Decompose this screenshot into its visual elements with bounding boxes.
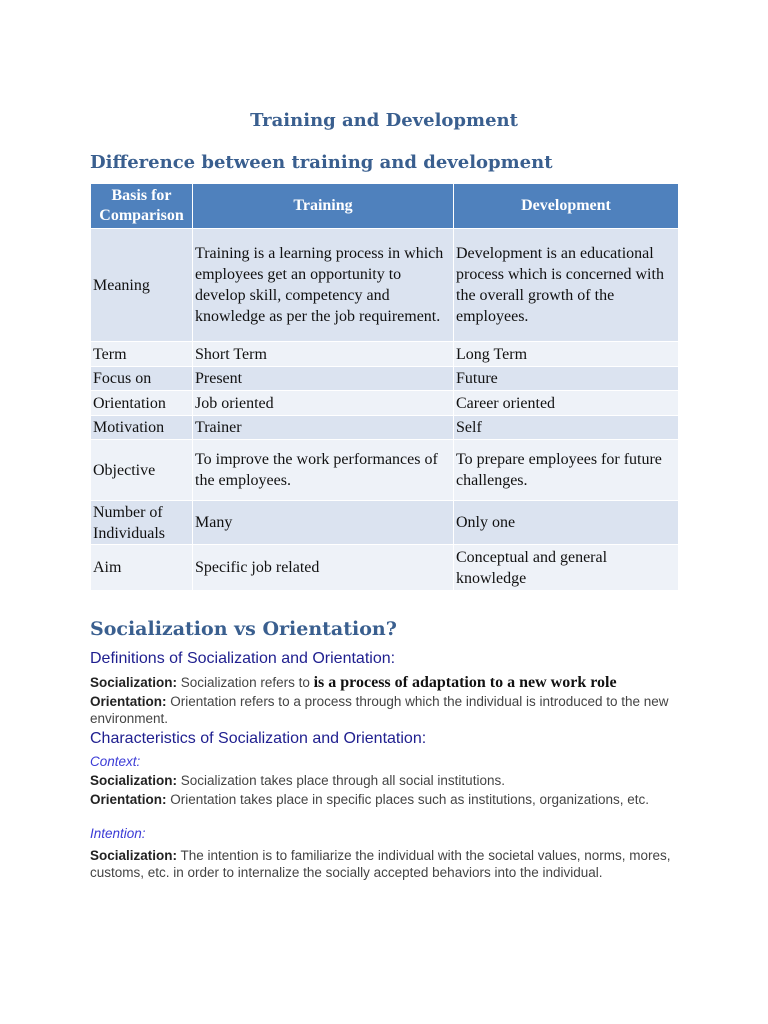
orientation-label: Orientation: [90,792,167,807]
table-cell: Future [454,367,679,391]
table-cell: Trainer [193,416,454,440]
definition-orientation [90,693,680,727]
table-cell: To improve the work performances of the employees. [193,440,454,501]
table-row [91,501,679,545]
table-row [91,440,679,501]
intention-socialization-text: The intention is to familiarize the individual with the societal values, norms, mores, customs, etc. in order to internalize the socially accepted behaviors into the individual. [90,848,671,880]
context-label: Context: [90,754,141,769]
table-cell: Only one [454,501,679,545]
orientation-label: Orientation: [90,694,167,709]
definition-socialization [90,674,680,691]
context-socialization-text: Socialization takes place through all social institutions. [180,773,505,788]
characteristics-heading: Characteristics of Socialization and Orientation: [90,730,427,747]
table-cell: Number of Individuals [91,501,193,545]
table-cell: Specific job related [193,545,454,591]
table-row [91,416,679,440]
socialization-definition-text: Socialization refers to [180,675,310,690]
table-cell: Objective [91,440,193,501]
table-row [91,391,679,416]
table-row [91,229,679,342]
table-row [91,342,679,367]
header-basis: Basis for Comparison [91,184,193,229]
socialization-label: Socialization: [90,773,178,788]
table-cell: Orientation [91,391,193,416]
intention-label: Intention: [90,826,146,841]
table-cell: Long Term [454,342,679,367]
table-cell: Job oriented [193,391,454,416]
table-cell: Training is a learning process in which employees get an opportunity to develop skill, competency and knowledge as per the job requirement. [193,229,454,342]
socialization-heading: Socialization vs Orientation? [90,618,397,640]
header-development: Development [454,184,679,229]
header-training: Training [193,184,454,229]
table-cell: Development is an educational process which is concerned with the overall growth of the employees. [454,229,679,342]
table-cell: To prepare employees for future challenges. [454,440,679,501]
table-cell: Meaning [91,229,193,342]
table-cell: Term [91,342,193,367]
table-cell: Many [193,501,454,545]
table-cell: Short Term [193,342,454,367]
socialization-label: Socialization: [90,675,178,690]
table-cell: Present [193,367,454,391]
context-socialization [90,772,680,789]
table-row [91,545,679,591]
table-cell: Self [454,416,679,440]
context-orientation-text: Orientation takes place in specific places such as institutions, organizations, etc. [170,792,650,807]
difference-heading: Difference between training and development [90,152,553,173]
intention-socialization [90,847,680,881]
table-cell: Conceptual and general knowledge [454,545,679,591]
orientation-definition-text: Orientation refers to a process through which the individual is introduced to the new environment. [90,694,669,726]
table-cell: Motivation [91,416,193,440]
socialization-label: Socialization: [90,848,178,863]
comparison-table [90,183,679,591]
socialization-definition-bold: is a process of adaptation to a new work role [313,674,617,691]
context-orientation [90,791,680,808]
table-row [91,367,679,391]
table-header-row [91,184,679,229]
table-cell: Aim [91,545,193,591]
table-cell: Career oriented [454,391,679,416]
table-cell: Focus on [91,367,193,391]
definitions-heading: Definitions of Socialization and Orientation: [90,650,396,667]
page-title: Training and Development [250,110,518,131]
